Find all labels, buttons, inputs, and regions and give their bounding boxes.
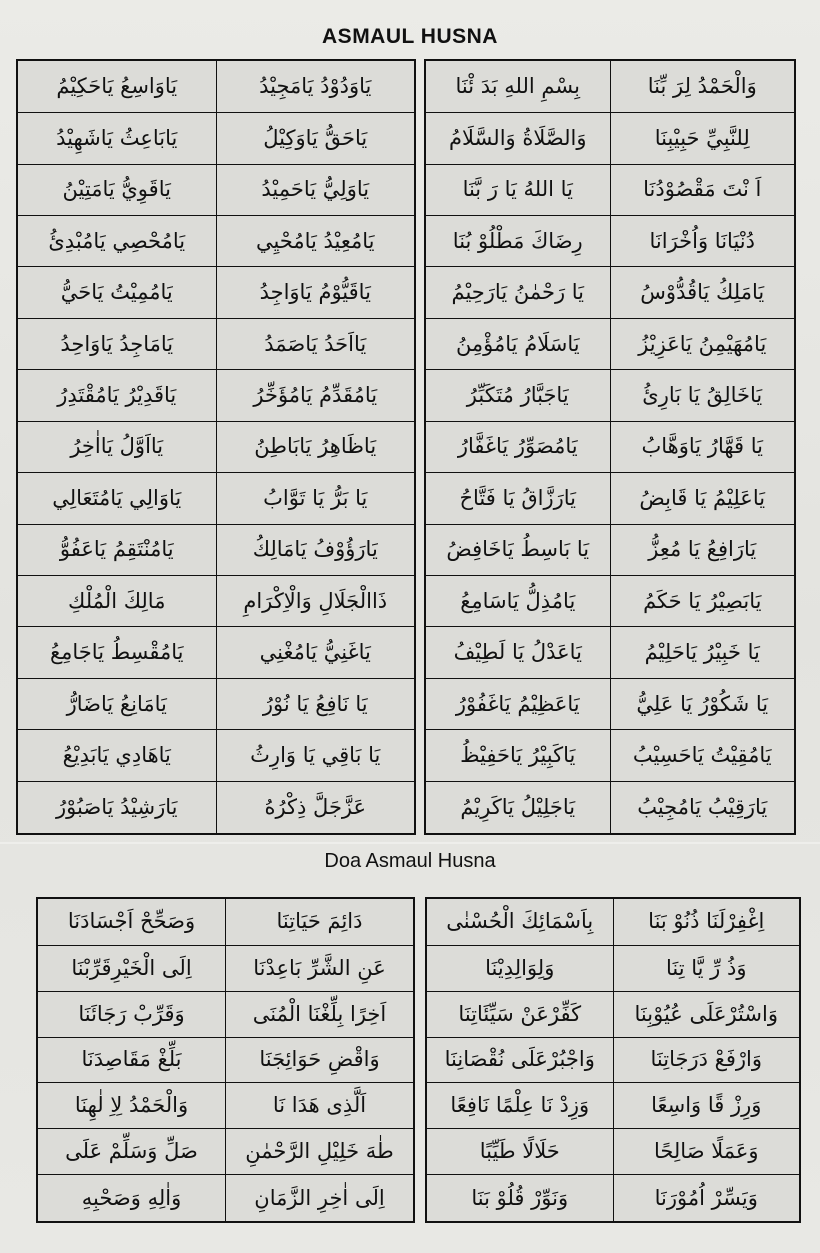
table-cell: اِغْفِرْلَنَا ذُنُوْ بَنَا [613, 898, 800, 945]
table-cell: يَامُذِلُّ يَاسَامِعُ [425, 576, 610, 627]
table-cell: وَنَوِّرْ قُلُوْ بَنَا [426, 1175, 613, 1222]
table-cell: مَالِكَ الْمُلْكِ [17, 576, 216, 627]
table-cell: يَامُصَوِّرُ يَاغَفَّارُ [425, 421, 610, 472]
table-cell: دُنْيَانَا وَاُخْرَانَا [610, 215, 795, 266]
table-cell: وَيَسِّرْ اُمُوْرَنَا [613, 1175, 800, 1222]
table-cell: يَا بَرُّ يَا تَوَّابُ [216, 473, 415, 524]
table-cell: يَاخَالِقُ يَا بَارِئُ [610, 370, 795, 421]
table-cell: كَفِّرْعَنْ سَيِّئَاتِنَا [426, 991, 613, 1037]
table-cell: بَلِّغْ مَقَاصِدَنَا [37, 1037, 226, 1083]
table-cell: يَابَاعِثُ يَاشَهِيْدُ [17, 113, 216, 164]
table-row [17, 524, 415, 575]
table-cell: يَااَحَدُ يَاصَمَدُ [216, 318, 415, 369]
table-cell: يَاحَقُّ يَاوَكِيْلُ [216, 113, 415, 164]
table-row [426, 945, 800, 991]
table-row [37, 1037, 414, 1083]
table-cell: يَاعَظِيْمُ يَاغَفُوْرُ [425, 678, 610, 729]
table-cell: ذَاالْجَلَالِ وَالْاِكْرَامِ [216, 576, 415, 627]
table-cell: وَارْفَعْ دَرَجَاتِنَا [613, 1037, 800, 1083]
table-cell: اِلَى الْخَيْرِقَرِّبْنَا [37, 945, 226, 991]
table-cell: يَا اللهُ يَا رَ بَّنَا [425, 164, 610, 215]
table-cell: وَاقْضِ حَوَائِجَنَا [226, 1037, 415, 1083]
table-row [426, 991, 800, 1037]
table-cell: عَنِ الشَّرِّ بَاعِدْنَا [226, 945, 415, 991]
table-cell: يَاوَالِي يَامُتَعَالِي [17, 473, 216, 524]
table-row [17, 627, 415, 678]
table-cell: يَاقَوِيُّ يَامَتِيْنُ [17, 164, 216, 215]
table-row [425, 60, 795, 113]
table-row [425, 576, 795, 627]
table-cell: يَاسَلَامُ يَامُؤْمِنُ [425, 318, 610, 369]
table-row [37, 1129, 414, 1175]
table-row [17, 730, 415, 781]
table-row [17, 370, 415, 421]
table-row [17, 113, 415, 164]
table-cell: يَامُقَدِّمُ يَامُؤَخِّرُ [216, 370, 415, 421]
table-cell: يَامُنْتَقِمُ يَاعَفُوُّ [17, 524, 216, 575]
table-row [425, 678, 795, 729]
table-row [425, 730, 795, 781]
table-cell: يَاظَاهِرُ يَابَاطِنُ [216, 421, 415, 472]
table-row [37, 1083, 414, 1129]
table-cell: وَلِوَالِدِيْنَا [426, 945, 613, 991]
table-cell: حَلَالًا طَيِّبًا [426, 1129, 613, 1175]
table-row [17, 318, 415, 369]
table-row [425, 473, 795, 524]
table-cell: يَا قَهَّارُ يَاوَهَّابُ [610, 421, 795, 472]
table-cell: وَاٰلِهِ وَصَحْبِهِ [37, 1175, 226, 1222]
table-cell: يَا بَاقِي يَا وَارِثُ [216, 730, 415, 781]
table-cell: عَزَّجَلَّ ذِكْرُهُ [216, 781, 415, 834]
table-cell: يَاوَاسِعُ يَاحَكِيْمُ [17, 60, 216, 113]
table-cell: يَاغَنِيُّ يَامُغْنِي [216, 627, 415, 678]
table-cell: وَصَحِّحْ اَجْسَادَنَا [37, 898, 226, 945]
table-row [17, 164, 415, 215]
page-title: ASMAUL HUSNA [322, 25, 498, 48]
table-row [17, 60, 415, 113]
table-cell: يَاقَيُّوْمُ يَاوَاجِدُ [216, 267, 415, 318]
table-cell: وَاجْبُرْعَلَى نُقْصَانِنَا [426, 1037, 613, 1083]
table-row [37, 1175, 414, 1222]
table-cell: يَامُمِيْتُ يَاحَيُّ [17, 267, 216, 318]
table-cell: وَالْحَمْدُ لِاِ لٰهِنَا [37, 1083, 226, 1129]
table-row [426, 1037, 800, 1083]
table-cell: وَعَمَلًا صَالِحًا [613, 1129, 800, 1175]
table-row [425, 421, 795, 472]
table-row [37, 991, 414, 1037]
table-cell: يَاهَادِي يَابَدِيْعُ [17, 730, 216, 781]
table-cell: اَ نْتَ مَقْصُوْدُنَا [610, 164, 795, 215]
table-cell: يَارَؤُوْفُ يَامَالِكُ [216, 524, 415, 575]
table-row [17, 781, 415, 834]
table-cell: يَامَاجِدُ يَاوَاحِدُ [17, 318, 216, 369]
table-cell: دَائِمَ حَيَاتِنَا [226, 898, 415, 945]
table-cell: يَا بَاسِطُ يَاخَافِضُ [425, 524, 610, 575]
table-cell: يَاوَلِيُّ يَاحَمِيْدُ [216, 164, 415, 215]
table-row [426, 1175, 800, 1222]
table-row [17, 215, 415, 266]
asmaul-husna-table-right [424, 59, 796, 835]
table-cell: يَا خَبِيْرُ يَاحَلِيْمُ [610, 627, 795, 678]
table-cell: اَلَّذِى هَدَا نَا [226, 1083, 415, 1129]
table-row [425, 164, 795, 215]
paper-crease [0, 842, 820, 844]
table-cell: يَااَوَّلُ يَااٰخِرُ [17, 421, 216, 472]
table-row [425, 781, 795, 834]
table-row [37, 898, 414, 945]
table-row [425, 113, 795, 164]
table-cell: يَا رَحْمٰنُ يَارَحِيْمُ [425, 267, 610, 318]
table-cell: يَا شَكُوْرُ يَا عَلِيُّ [610, 678, 795, 729]
table-cell: يَابَصِيْرُ يَا حَكَمُ [610, 576, 795, 627]
table-cell: يَاجَلِيْلُ يَاكَرِيْمُ [425, 781, 610, 834]
table-cell: اَخِرًا بِلِّغْنَا الْمُنَى [226, 991, 415, 1037]
table-cell: طٰهَ خَلِيْلِ الرَّحْمٰنِ [226, 1129, 415, 1175]
table-cell: يَاقَدِيْرُ يَامُقْتَدِرُ [17, 370, 216, 421]
table-cell: يَارَزَّاقُ يَا فَتَّاحُ [425, 473, 610, 524]
table-row [17, 678, 415, 729]
doa-table-left [36, 897, 415, 1223]
table-row [425, 627, 795, 678]
table-cell: وَذُ رِّ يَّا تِنَا [613, 945, 800, 991]
table-cell: بِسْمِ اللهِ بَدَ ئْنَا [425, 60, 610, 113]
table-cell: يَاعَدْلُ يَا لَطِيْفُ [425, 627, 610, 678]
table-cell: وَقَرِّبْ رَجَائَنَا [37, 991, 226, 1037]
table-row [17, 267, 415, 318]
table-row [425, 524, 795, 575]
table-cell: وَالصَّلَاةُ وَالسَّلَامُ [425, 113, 610, 164]
table-cell: يَامُعِيْدُ يَامُحْيِي [216, 215, 415, 266]
table-cell: يَارَشِيْدُ يَاصَبُوْرُ [17, 781, 216, 834]
table-cell: وَزِدْ نَا عِلْمًا نَافِعًا [426, 1083, 613, 1129]
table-cell: وَرِزْ قًا وَاسِعًا [613, 1083, 800, 1129]
table-cell: يَامُقِيْتُ يَاحَسِيْبُ [610, 730, 795, 781]
table-row [17, 576, 415, 627]
table-cell: وَاسْتُرْعَلَى عُيُوْبِنَا [613, 991, 800, 1037]
doa-section-title: Doa Asmaul Husna [324, 850, 496, 872]
table-row [37, 945, 414, 991]
table-cell: يَامَانِعُ يَاضَارُّ [17, 678, 216, 729]
table-row [17, 473, 415, 524]
table-row [425, 267, 795, 318]
table-cell: يَارَافِعُ يَا مُعِزُّ [610, 524, 795, 575]
table-row [426, 1083, 800, 1129]
table-cell: يَامُهَيْمِنُ يَاعَزِيْزُ [610, 318, 795, 369]
table-row [17, 421, 415, 472]
table-cell: يَاعَلِيْمُ يَا قَابِضُ [610, 473, 795, 524]
table-row [426, 1129, 800, 1175]
table-cell: يَارَقِيْبُ يَامُجِيْبُ [610, 781, 795, 834]
table-row [426, 898, 800, 945]
table-cell: يَامُقْسِطُ يَاجَامِعُ [17, 627, 216, 678]
asmaul-husna-table-left [16, 59, 416, 835]
table-cell: بِاَسْمَائِكَ الْحُسْنٰى [426, 898, 613, 945]
table-cell: رِضَاكَ مَطْلُوْ بُنَا [425, 215, 610, 266]
table-cell: يَامَلِكُ يَاقُدُّوْسُ [610, 267, 795, 318]
doa-table-right [425, 897, 801, 1223]
table-row [425, 215, 795, 266]
table-cell: لِلنَّبِيِّ حَبِيْبِنَا [610, 113, 795, 164]
table-cell: صَلِّ وَسَلِّمْ عَلَى [37, 1129, 226, 1175]
table-cell: اِلَى اٰخِرِ الزَّمَانِ [226, 1175, 415, 1222]
table-cell: يَاوَدُوْدُ يَامَجِيْدُ [216, 60, 415, 113]
table-cell: وَالْحَمْدُ لِرَ بِّنَا [610, 60, 795, 113]
table-row [425, 318, 795, 369]
table-cell: يَاجَبَّارُ مُتَكَبِّرُ [425, 370, 610, 421]
table-row [425, 370, 795, 421]
table-cell: يَاكَبِيْرُ يَاحَفِيْظُ [425, 730, 610, 781]
table-cell: يَامُحْصِي يَامُبْدِئُ [17, 215, 216, 266]
table-cell: يَا نَافِعُ يَا نُوْرُ [216, 678, 415, 729]
